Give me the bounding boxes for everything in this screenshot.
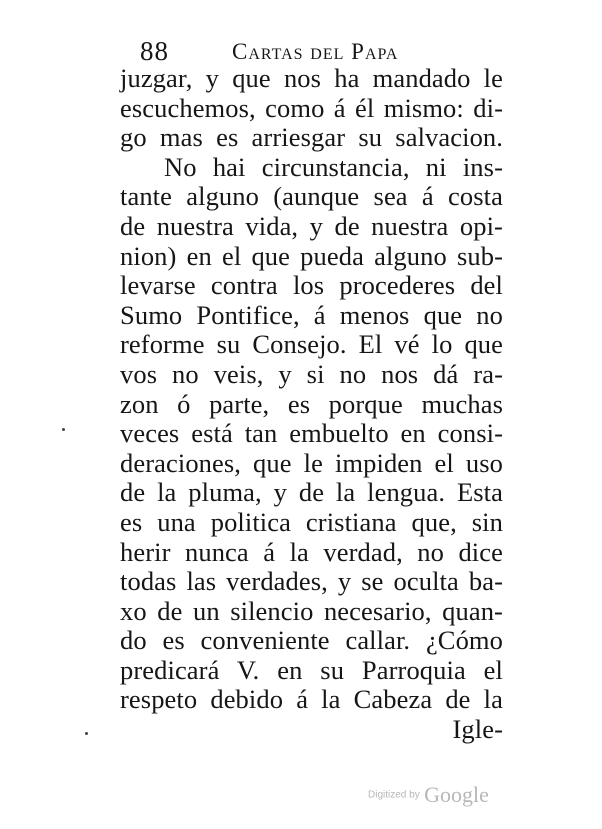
text-line: juzgar, y que nos ha mandado le bbox=[120, 63, 503, 93]
text-line: levarse contra los procederes del bbox=[120, 270, 503, 301]
text-line: escuchemos, como á él mismo: di- bbox=[120, 92, 503, 123]
catchword: Igle- bbox=[452, 714, 503, 745]
text-line: vos no veis, y si no nos dá ra- bbox=[120, 358, 503, 389]
text-line: tante alguno (aunque sea á costa bbox=[120, 181, 503, 212]
text-line: do es conveniente callar. ¿Cómo bbox=[120, 625, 503, 656]
google-logo: Google bbox=[424, 782, 489, 807]
ink-speck bbox=[85, 732, 88, 735]
text-line: xo de un silencio necesario, quan- bbox=[120, 595, 503, 626]
text-line: de la pluma, y de la lengua. Esta bbox=[120, 477, 503, 508]
text-line: respeto debido á la Cabeza de la bbox=[120, 684, 503, 715]
text-line: herir nunca á la verdad, no dice bbox=[120, 536, 503, 567]
paragraph-first-line: No hai circunstancia, ni ins- bbox=[164, 151, 503, 182]
text-line: todas las verdades, y se oculta ba- bbox=[120, 566, 503, 597]
text-line: predicará V. en su Parroquia el bbox=[120, 654, 503, 685]
text-line: es una politica cristiana que, sin bbox=[120, 506, 503, 537]
body-text bbox=[120, 64, 503, 745]
digitized-watermark bbox=[368, 782, 508, 808]
text-line: veces está tan embuelto en consi- bbox=[120, 418, 503, 449]
running-title: Cartas del Papa bbox=[232, 39, 399, 64]
page-number: 88 bbox=[140, 36, 169, 66]
text-line: Sumo Pontifice, á menos que no bbox=[120, 299, 503, 330]
text-line: de nuestra vida, y de nuestra opi- bbox=[120, 210, 503, 241]
watermark-prefix: Digitized by bbox=[368, 789, 420, 801]
text-line: reforme su Consejo. El vé lo que bbox=[120, 329, 503, 360]
text-line: go mas es arriesgar su salvacion. bbox=[120, 122, 503, 153]
ink-speck bbox=[62, 428, 65, 431]
text-line: deraciones, que le impiden el uso bbox=[120, 447, 503, 478]
text-line: zon ó parte, es porque muchas bbox=[120, 388, 503, 419]
text-line: nion) en el que pueda alguno sub- bbox=[120, 240, 503, 271]
